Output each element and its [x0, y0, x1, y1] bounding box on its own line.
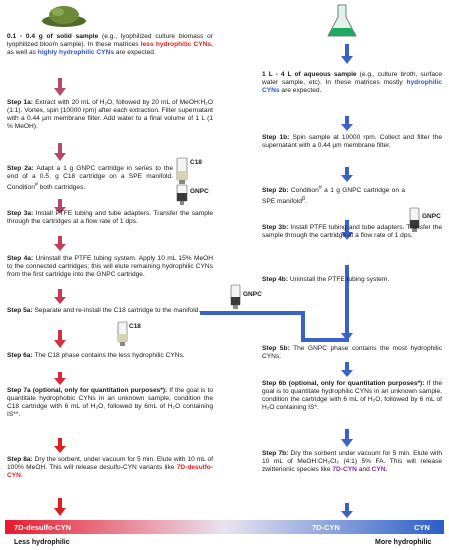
step-4a-text: Uninstall the PTFE tubing system. Apply 10 mL 15% MeOH to the connected cartridges; this will elute remaining hydrophilic CYNs from the first cartridge into the GNPC cartridge.: [7, 255, 214, 279]
step-7b-head: Step 7b:: [262, 450, 289, 457]
step-4b-text: Uninstall the PTFE tubing system.: [288, 276, 390, 283]
step-8a-text: Dry the sorbent, under vacuum for 5 min. Elute with 10 mL of 100% MeOH. This will release desulfo-CYN variants like: [7, 456, 213, 472]
step-3b-head: Step 3b:: [262, 224, 289, 231]
7d-cyn-highlight: 7D-CYN: [332, 466, 357, 474]
c18-cartridge-icon-6a: [118, 322, 127, 346]
gnpc-label-2b: GNPC: [422, 213, 441, 220]
step-3a-text: Install PTFE tubing and tube adapters. Transfer the sample through the cartridges at a flow rate of 1 dps.: [7, 210, 214, 226]
left-flow-arrows: [54, 78, 66, 516]
right-intro-amount: 1 L - 4 L of aqueous sample: [262, 71, 357, 78]
step-5b-text: The GNPC phase contains the most hydrophilic CYNs.: [262, 345, 442, 361]
right-intro-text: (e.g., culture broth, surface water sample, etc). In these matrices mostly: [262, 71, 442, 87]
step-2a-tail: both cartridges.: [37, 184, 86, 192]
step-6b-head: Step 6b (optional, only for quantitation purposes*):: [262, 380, 425, 387]
connector-5a-to-5b: [200, 311, 349, 342]
arrow-down-4: [54, 236, 66, 251]
step-2b: [262, 184, 405, 207]
step-2b-sup2: β: [301, 196, 306, 203]
7d-cyn-bar-label: 7D-CYN: [312, 523, 340, 532]
step-2b-text: Condition: [288, 187, 319, 195]
arrow-down-6: [54, 330, 66, 348]
step-1b-head: Step 1b:: [262, 134, 290, 141]
step-2a: [7, 165, 173, 192]
gnpc-label: GNPC: [190, 188, 209, 195]
left-intro-text: (e.g., lyophilized culture biomass or lyophilized bloom sample). In these matrices: [7, 33, 213, 49]
cyn-bar-label: CYN: [414, 523, 430, 532]
gnpc-cartridge-icon-5a: [231, 285, 240, 309]
arrow-r3: [341, 167, 353, 182]
step-1a: [7, 99, 213, 131]
step-2a-text: Adapt a 1 g GNPC cartridge in series to the end of a 0.5. g C18 cartridge on a SPE manifold. Condition: [7, 165, 173, 192]
step-1b-text: Spin sample at 10000 rpm. Collect and filter the supernatant with a 0.44 µm membrane filter.: [262, 134, 442, 150]
step-1b: [262, 134, 442, 150]
step-5a-head: Step 5a:: [7, 307, 33, 314]
step-4a: [7, 255, 213, 279]
arrow-r2: [341, 116, 353, 131]
step-2b-sup: #: [318, 185, 322, 191]
arrow-r1: [341, 44, 353, 64]
arrow-down-8: [54, 438, 66, 453]
step-6a-text: The C18 phase contains the less hydrophilic CYNs.: [32, 352, 185, 359]
step-3a: [7, 210, 213, 226]
left-intro: [7, 33, 213, 57]
step-2a-head: Step 2a:: [7, 165, 34, 172]
c18-label: C18: [190, 159, 202, 166]
step-5b: [262, 345, 442, 361]
step-6b: [262, 380, 442, 412]
hydrophilic-cyns: hydrophilic CYNs: [262, 79, 442, 95]
arrow-r8: [341, 503, 353, 518]
powder-sample-icon: [42, 6, 86, 27]
arrow-down-9: [54, 498, 66, 516]
step-8a-head: Step 8a:: [7, 456, 33, 463]
arrow-r7: [341, 429, 353, 447]
step-4b-head: Step 4b:: [262, 276, 289, 283]
arrow-down-1: [54, 78, 66, 96]
step-5a: [7, 307, 213, 315]
c18-gnpc-stack-icon: [177, 158, 187, 205]
left-intro-amount: 0.1 - 0.4 g of solid sample: [7, 33, 99, 40]
step-7b-text: Dry the sorbent under vacuum for 5 min. Elute with 10 mL of MeOH:CH₂Cl₂ (4:1) 5% FA. This will release zwitterionic species like: [262, 450, 442, 474]
step-4a-head: Step 4a:: [7, 255, 34, 262]
step-3b-text: Install PTFE tubing and tube adapters. Transfer the sample through the cartridge at a flow rate of 1 dps.: [262, 224, 442, 240]
step-2b-mid: a 1 g GNPC cartridge on a SPE manifold: [262, 187, 406, 206]
step-8a-tail: .: [20, 472, 23, 480]
step-2b-head: Step 2b:: [262, 187, 289, 195]
step-7b: [262, 450, 442, 474]
step-7b-tail: .: [385, 466, 388, 474]
highly-hydrophilic-cyns: highly hydrophilic CYNs: [37, 49, 114, 57]
gnpc-label-5a: GNPC: [243, 291, 262, 298]
less-hydrophilic-label: Less hydrophilic: [14, 539, 70, 546]
step-7b-and: and: [356, 466, 372, 474]
left-intro-text2: , as well as: [7, 41, 213, 57]
step-7a-text: If the goal is to quantitate hydrophobic CYNs in an unknown sample, condition the C18 cartridge with 6 mL of H₂O, followed by 6mL of H₂O containing IS**.: [7, 387, 214, 419]
flask-icon: [328, 5, 356, 36]
step-3a-head: Step 3a:: [7, 210, 34, 217]
step-2b-tail: .: [305, 198, 307, 206]
step-6b-text: If the goal is to quantitate hydrophilic CYNs in an unknown sample, condition the cartridge with 6 mL of H₂O, followed by 6 mL of H₂O containing IS*.: [262, 380, 442, 412]
arrow-down-5: [54, 289, 66, 304]
step-6a: [7, 352, 213, 360]
right-intro-text2: are expected.: [279, 87, 322, 95]
step-1a-head: Step 1a:: [7, 99, 33, 106]
right-intro: [262, 71, 442, 95]
arrow-down-7: [54, 372, 66, 385]
step-1a-text: Extract with 20 mL of H₂O, followed by 20 mL of MeOH:H₂O (1:1). Vortex, spin (10000 rpm) after each extraction. Filter supernatant with a 0.44 µm membrane filter. Add water to a final volume of 1 L (1 % MeOH).: [7, 99, 213, 131]
step-3b: [262, 224, 442, 240]
step-4b: [262, 276, 442, 284]
step-7a: [7, 387, 213, 419]
step-5b-head: Step 5b:: [262, 345, 290, 352]
step-2a-sup: #: [34, 182, 38, 189]
cyn-highlight: CYN: [371, 466, 386, 474]
left-intro-text3: are expected.: [114, 49, 156, 57]
step-8a: [7, 456, 213, 480]
step-5a-text: Separate and re-install the C18 cartridge to the manifold.: [32, 307, 201, 314]
arrow-r6: [341, 362, 353, 377]
step-6a-head: Step 6a:: [7, 352, 33, 359]
more-hydrophilic-label: More hydrophilic: [375, 539, 432, 546]
step-7a-head: Step 7a (optional, only for quantitation purposes*):: [7, 387, 168, 394]
c18-label-6a: C18: [129, 323, 141, 330]
desulfo-cyn-highlight: 7D-desulfo-CYN: [7, 464, 213, 480]
arrow-down-2: [54, 143, 66, 161]
desulfo-cyn-bar-label: 7D-desulfo-CYN: [14, 523, 72, 532]
less-hydrophilic-cyns: less hydrophilic CYNs: [140, 41, 212, 49]
